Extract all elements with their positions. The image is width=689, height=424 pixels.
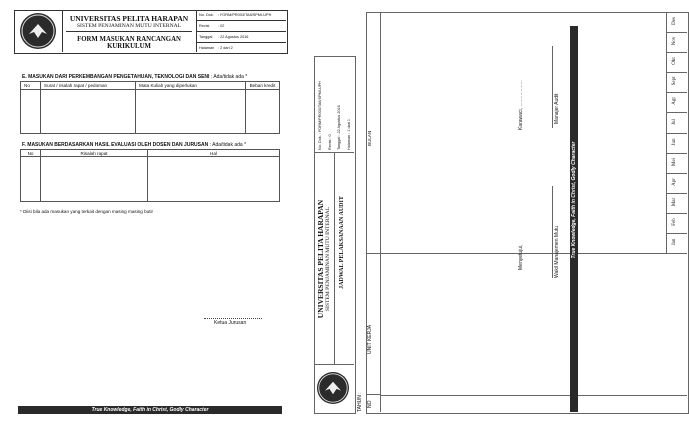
section-f-title: F. MASUKAN BERDASARKAN HASIL EVALUASI OLEH DOSEN DAN JURUSAN: [22, 142, 209, 148]
menyetujui-label: Menyetujui,: [518, 244, 524, 270]
col-divider-unit: [366, 253, 687, 254]
meta-label: Halaman: [346, 134, 351, 150]
meta-row: [197, 32, 286, 43]
meta-row: [197, 10, 286, 21]
wakil-sign-line: [552, 186, 553, 278]
meta-row: [316, 58, 326, 150]
col-header: Surat / risalah rapat / pedoman: [41, 82, 136, 90]
month-label: Feb: [672, 218, 677, 226]
col-header: Beban kredit: [246, 82, 280, 90]
logo-cell: [14, 10, 63, 52]
meta-label: Tanggal: [199, 35, 213, 39]
left-page: [0, 0, 300, 424]
meta-label: Revisi: [327, 139, 332, 150]
month-label: Apr: [672, 177, 677, 186]
system-name: SISTEM PENJAMINAN MUTU INTERNAL: [76, 23, 182, 29]
meta-label: No. Dok.: [199, 13, 214, 17]
table-header-row: [21, 82, 280, 90]
col-header: No: [21, 150, 41, 157]
meta-value: : FORM/PR003/TA8/SPMI-UPH: [318, 80, 322, 135]
bulan-label: BULAN: [367, 130, 372, 146]
month-label: Jul: [672, 118, 677, 125]
schedule-table: [366, 12, 689, 414]
meta-value: : 02: [218, 24, 225, 28]
right-doc-meta: [316, 58, 354, 150]
table-row: [21, 90, 280, 134]
logo-box: [314, 364, 354, 413]
col-unit-label: UNIT KERJA: [367, 324, 373, 354]
meta-row: [326, 58, 336, 150]
month-label: Nov: [672, 36, 677, 46]
right-university-name: UNIVERSITAS PELITA HARAPAN: [316, 199, 325, 319]
section-f-suffix: : Ada/tidak ada *: [208, 142, 247, 148]
col-no-label: NO: [367, 400, 373, 408]
tahun-label: TAHUN :: [357, 392, 363, 412]
header-title-cell: [62, 10, 197, 52]
doc-meta: [197, 10, 286, 52]
table-cell[interactable]: [21, 90, 41, 134]
meta-row: [197, 43, 286, 53]
meta-value: : FORM/PR003/TA8/SPMI-UPH: [218, 13, 272, 17]
month-label: Mei: [672, 157, 677, 166]
section-e-title: E. MASUKAN DARI PERKEMBANGAN PENGETAHUAN, TEKNOLOGI DAN SENI: [22, 74, 210, 80]
karawaci-label: Karawaci, ...................: [518, 80, 524, 130]
meta-value: : 1 dari 1: [346, 118, 351, 134]
right-system-name: SISTEM PENJAMINAN MUTU INTERNAL: [325, 206, 331, 312]
right-page: [300, 0, 677, 424]
right-footer-text: True Knowledge, Faith in Christ, Godly Character: [571, 141, 577, 259]
section-e-suffix: : Ada/tidak ada *: [209, 74, 248, 80]
month-label: Des: [672, 17, 677, 25]
manajer-label: Manajer Audit: [554, 93, 560, 124]
col-divider-no: [380, 395, 687, 396]
table-header-row: [21, 150, 280, 157]
month-label: Sept: [672, 76, 677, 86]
month-label: Agt: [672, 97, 677, 106]
section-e-heading: [22, 74, 247, 80]
footnote: * Diisi bila ada masukan yang terkait dengan masing masing butir: [20, 209, 154, 214]
section-f-heading: [22, 142, 246, 148]
form-title-line2: KURIKULUM: [107, 43, 151, 50]
month-label: Jan: [672, 238, 677, 246]
month-label: Mar: [672, 197, 677, 206]
university-name: UNIVERSITAS PELITA HARAPAN: [69, 14, 189, 23]
month-label: Jun: [672, 138, 677, 146]
header-vline: [334, 152, 335, 364]
table-cell[interactable]: [136, 90, 246, 134]
row-divider: [366, 394, 380, 395]
table-row: [21, 157, 280, 202]
form-title-line1: FORM MASUKAN RANCANGAN: [77, 36, 181, 43]
meta-value: : 2 dari 2: [218, 46, 233, 50]
col-header: Mata Kuliah yang diperlukan: [136, 82, 246, 90]
meta-value: : 0: [327, 134, 332, 139]
meta-label: Tanggal: [337, 136, 341, 150]
schedule-title: JADWAL PELAKSANAAN AUDIT: [339, 196, 345, 289]
table-cell[interactable]: [41, 90, 136, 134]
row-divider-header: [380, 12, 381, 412]
signature-line: [204, 318, 262, 319]
meta-label: No. Dok.: [318, 135, 322, 150]
col-header: Hal: [148, 150, 280, 157]
meta-row: [345, 58, 355, 150]
university-logo: [317, 372, 349, 404]
manajer-sign-line: [552, 46, 553, 128]
right-university: [316, 154, 331, 364]
table-cell[interactable]: [21, 157, 41, 202]
header-divider: [66, 31, 192, 32]
month-label: Okt: [672, 57, 677, 65]
meta-value: : 22 Agustus 2016: [218, 35, 249, 39]
col-header: Risalah rapat: [41, 150, 148, 157]
table-cell[interactable]: [246, 90, 280, 134]
signature-label: Ketua Jurusan: [214, 320, 247, 326]
meta-row: [197, 21, 286, 32]
meta-label: Halaman: [199, 46, 215, 50]
col-header: No: [21, 82, 41, 90]
wakil-label: Wakil Manajemen Mutu: [554, 225, 560, 278]
meta-row: [335, 58, 345, 150]
section-e-table: [20, 81, 280, 134]
meta-value: : 22 Agustus 2016: [337, 105, 341, 136]
month-header-divider: [666, 12, 667, 253]
meta-label: Revisi: [199, 24, 210, 28]
table-cell[interactable]: [148, 157, 280, 202]
section-f-table: [20, 149, 280, 202]
table-cell[interactable]: [41, 157, 148, 202]
university-logo: [20, 13, 56, 49]
footer-bar: True Knowledge, Faith in Christ, Godly Character: [18, 406, 282, 414]
